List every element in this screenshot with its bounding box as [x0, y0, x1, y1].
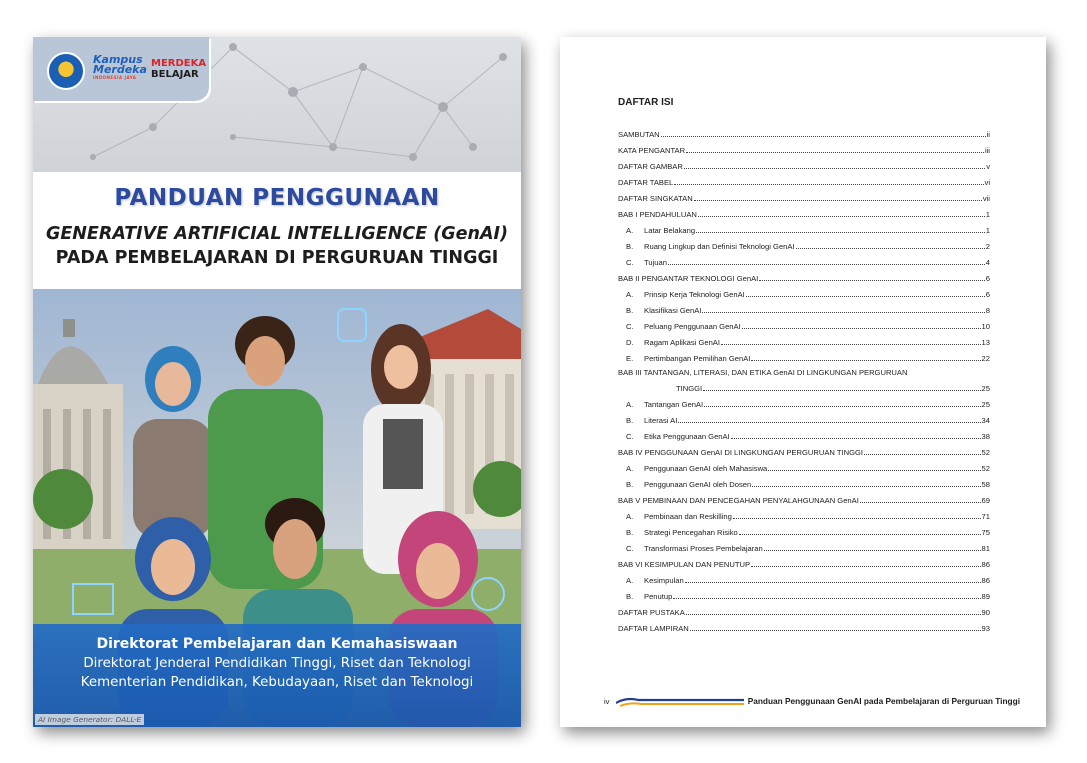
merdeka-belajar-logo [151, 58, 207, 80]
toc-row-letter: C. [626, 432, 634, 441]
toc-row-leader-dots [731, 437, 981, 439]
toc-row-leader-dots [702, 311, 984, 313]
toc-row[interactable] [618, 251, 990, 267]
toc-row[interactable] [618, 155, 990, 171]
toc-row-label: Peluang Penggunaan GenAI [644, 322, 741, 331]
toc-row-leader-dots [703, 389, 980, 391]
toc-row-label: DAFTAR PUSTAKA [618, 608, 685, 617]
toc-row-page: 58 [981, 480, 990, 489]
toc-row-label: DAFTAR LAMPIRAN [618, 624, 689, 633]
toc-row-label: Pertimbangan Pemilihan GenAI [644, 354, 751, 363]
toc-row-label: Latar Belakang [644, 226, 696, 235]
toc-row[interactable] [618, 347, 990, 363]
footer-title: Panduan Penggunaan GenAI pada Pembelajaran di Perguruan Tinggi [747, 696, 1020, 706]
toc-row-letter: B. [626, 306, 634, 315]
toc-row[interactable] [618, 425, 990, 441]
cover-title-band [33, 172, 521, 289]
table-of-contents-page [560, 37, 1046, 727]
toc-row-page: 25 [981, 400, 990, 409]
toc-row-label: Etika Penggunaan GenAI [644, 432, 730, 441]
toc-row-label: Tujuan [644, 258, 667, 267]
toc-row-label: Prinsip Kerja Teknologi GenAI [644, 290, 745, 299]
publisher-line3: Kementerian Pendidikan, Kebudayaan, Riset dan Teknologi [80, 675, 474, 690]
toc-row-leader-dots [690, 629, 981, 631]
toc-row-label: Ruang Lingkup dan Definisi Teknologi GenAI [644, 242, 795, 251]
toc-row-leader-dots [686, 613, 981, 615]
toc-row[interactable] [618, 377, 990, 393]
kampus-merdeka-logo [93, 55, 149, 80]
toc-row-page: 90 [981, 608, 990, 617]
toc-row-label: Penutup [644, 592, 673, 601]
toc-row-letter: B. [626, 242, 634, 251]
toc-row-label: Kesimpulan [644, 576, 684, 585]
toc-row-leader-dots [864, 453, 981, 455]
toc-row-letter: B. [626, 528, 634, 537]
toc-row[interactable] [618, 283, 990, 299]
toc-row-label: Ragam Aplikasi GenAI [644, 338, 720, 347]
toc-row-letter: B. [626, 480, 634, 489]
toc-row-page: 8 [985, 306, 990, 315]
publisher-banner [33, 624, 521, 727]
toc-row-leader-dots [694, 199, 982, 201]
toc-row-label: BAB IV PENGGUNAAN GenAI DI LINGKUNGAN PERGURUAN TINGGI [618, 448, 864, 457]
toc-row-leader-dots [696, 231, 985, 233]
toc-row-leader-dots [733, 517, 981, 519]
toc-row-page: 75 [981, 528, 990, 537]
toc-row-leader-dots [668, 263, 985, 265]
toc-row[interactable] [618, 267, 990, 283]
toc-row-leader-dots [746, 295, 985, 297]
toc-row-leader-dots [661, 135, 986, 137]
toc-row-leader-dots [685, 581, 981, 583]
toc-row[interactable] [618, 171, 990, 187]
toc-row[interactable] [618, 521, 990, 537]
toc-row-page: 38 [981, 432, 990, 441]
toc-row-leader-dots [684, 167, 985, 169]
toc-row-letter: C. [626, 544, 634, 553]
toc-row-page: 4 [985, 258, 990, 267]
merdeka-belajar-line1: MERDEKA [151, 58, 207, 69]
toc-row-letter: B. [626, 592, 634, 601]
toc-row-page: 71 [981, 512, 990, 521]
toc-row-leader-dots [678, 421, 980, 423]
toc-row-page: 93 [981, 624, 990, 633]
toc-row-label: TINGGI [676, 384, 703, 393]
toc-row-page: ii [986, 130, 990, 139]
toc-row-leader-dots [751, 359, 980, 361]
cover-subtitle-line2: PADA PEMBELAJARAN DI PERGURUAN TINGGI [55, 248, 499, 268]
toc-row-leader-dots [860, 501, 981, 503]
cover-header-network [33, 37, 521, 172]
toc-row-page: 2 [985, 242, 990, 251]
toc-row-page: 13 [981, 338, 990, 347]
toc-row-label: Tantangan GenAI [644, 400, 704, 409]
toc-row-leader-dots [796, 247, 985, 249]
toc-row-page: 6 [985, 274, 990, 283]
toc-row-label: Transformasi Proses Pembelajaran [644, 544, 763, 553]
toc-row[interactable] [618, 363, 990, 377]
toc-row-label: KATA PENGANTAR [618, 146, 686, 155]
toc-row[interactable] [618, 505, 990, 521]
kampus-merdeka-line1: Kampus [93, 53, 143, 66]
kampus-merdeka-line2: Merdeka [93, 63, 147, 76]
toc-row-label: BAB III TANTANGAN, LITERASI, DAN ETIKA GenAI DI LINGKUNGAN PERGURUAN [618, 368, 908, 377]
toc-row-page: 69 [981, 496, 990, 505]
toc-row[interactable] [618, 299, 990, 315]
toc-row-label: DAFTAR SINGKATAN [618, 194, 693, 203]
toc-row-page: 81 [981, 544, 990, 553]
toc-row-label: Pembinaan dan Reskilling [644, 512, 732, 521]
toc-row-page: 22 [981, 354, 990, 363]
toc-row-page: 25 [981, 384, 990, 393]
toc-row[interactable] [618, 219, 990, 235]
book-cover [33, 37, 521, 727]
toc-row-letter: A. [626, 400, 634, 409]
toc-row-leader-dots [751, 565, 980, 567]
cover-subtitle-line1: GENERATIVE ARTIFICIAL INTELLIGENCE (GenAI) [45, 224, 509, 244]
toc-row[interactable] [618, 473, 990, 489]
ai-generator-note: AI Image Generator: DALL-E [35, 714, 144, 725]
kampus-merdeka-sub: INDONESIA JAYA [93, 75, 137, 80]
toc-row[interactable] [618, 203, 990, 219]
toc-row-page: 86 [981, 560, 990, 569]
toc-row-label: DAFTAR GAMBAR [618, 162, 683, 171]
toc-row[interactable] [618, 123, 990, 139]
page-footer [600, 695, 1020, 709]
toc-row-label: Literasi AI [644, 416, 678, 425]
toc-row-page: 1 [985, 226, 990, 235]
toc-row-page: vi [984, 178, 990, 187]
toc-row-leader-dots [768, 469, 980, 471]
toc-row-label: BAB VI KESIMPULAN DAN PENUTUP [618, 560, 751, 569]
toc-row-label: DAFTAR TABEL [618, 178, 674, 187]
toc-row[interactable] [618, 315, 990, 331]
toc-row-label: Penggunaan GenAI oleh Dosen [644, 480, 752, 489]
toc-row-letter: A. [626, 290, 634, 299]
toc-row-letter: C. [626, 322, 634, 331]
toc-row-label: Strategi Pencegahan Risiko [644, 528, 738, 537]
toc-row[interactable] [618, 187, 990, 203]
toc-row-page: v [986, 162, 990, 171]
merdeka-belajar-line2: BELAJAR [151, 69, 199, 80]
toc-row-letter: A. [626, 226, 634, 235]
publisher-line2: Direktorat Jenderal Pendidikan Tinggi, Riset dan Teknologi [83, 656, 471, 671]
toc-row[interactable] [618, 441, 990, 457]
logo-box [33, 37, 209, 101]
toc-row[interactable] [618, 139, 990, 155]
toc-row-page: vii [982, 194, 990, 203]
toc-row-page: 34 [981, 416, 990, 425]
footer-stripe-graphic [616, 697, 746, 709]
toc-row-leader-dots [686, 151, 984, 153]
toc-row-letter: A. [626, 464, 634, 473]
toc-row[interactable] [618, 601, 990, 617]
toc-row-label: BAB V PEMBINAAN DAN PENCEGAHAN PENYALAHGUNAAN GenAI [618, 496, 859, 505]
toc-row[interactable] [618, 537, 990, 553]
toc-row[interactable] [618, 617, 990, 633]
toc-row-page: 52 [981, 464, 990, 473]
cover-title: PANDUAN PENGGUNAAN [114, 185, 440, 211]
toc-row[interactable] [618, 409, 990, 425]
toc-row-letter: A. [626, 512, 634, 521]
toc-row-leader-dots [698, 215, 985, 217]
toc-row-page: 89 [981, 592, 990, 601]
toc-row-label: Penggunaan GenAI oleh Mahasiswa [644, 464, 768, 473]
toc-row-leader-dots [721, 343, 981, 345]
toc-row-leader-dots [764, 549, 981, 551]
toc-row[interactable] [618, 585, 990, 601]
toc-row-letter: D. [626, 338, 634, 347]
toc-row-page: 6 [985, 290, 990, 299]
toc-row-label: BAB I PENDAHULUAN [618, 210, 697, 219]
toc-row-page: 1 [985, 210, 990, 219]
toc-row[interactable] [618, 569, 990, 585]
toc-row-label: SAMBUTAN [618, 130, 660, 139]
toc-row-leader-dots [759, 279, 985, 281]
toc-row-page: iii [984, 146, 990, 155]
toc-row-letter: A. [626, 576, 634, 585]
publisher-line1: Direktorat Pembelajaran dan Kemahasiswaan [96, 636, 458, 652]
footer-page-number: iv [604, 697, 610, 706]
toc-row-letter: C. [626, 258, 634, 267]
tut-wuri-handayani-logo [47, 52, 85, 90]
toc-row-letter: B. [626, 416, 634, 425]
toc-row-leader-dots [742, 327, 981, 329]
toc-row-page: 10 [981, 322, 990, 331]
toc-row-leader-dots [673, 597, 980, 599]
toc-row-label: Klasifikasi GenAI [644, 306, 702, 315]
toc-row[interactable] [618, 393, 990, 409]
toc-list [618, 123, 990, 633]
toc-row[interactable] [618, 331, 990, 347]
toc-row-leader-dots [752, 485, 980, 487]
toc-row[interactable] [618, 235, 990, 251]
toc-row-page: 52 [981, 448, 990, 457]
toc-row[interactable] [618, 553, 990, 569]
toc-row[interactable] [618, 457, 990, 473]
toc-row[interactable] [618, 489, 990, 505]
toc-row-leader-dots [739, 533, 981, 535]
toc-heading: DAFTAR ISI [618, 97, 674, 108]
toc-row-label: BAB II PENGANTAR TEKNOLOGI GenAI [618, 274, 759, 283]
toc-row-leader-dots [704, 405, 980, 407]
toc-row-leader-dots [674, 183, 983, 185]
toc-row-letter: E. [626, 354, 634, 363]
toc-row-page: 86 [981, 576, 990, 585]
